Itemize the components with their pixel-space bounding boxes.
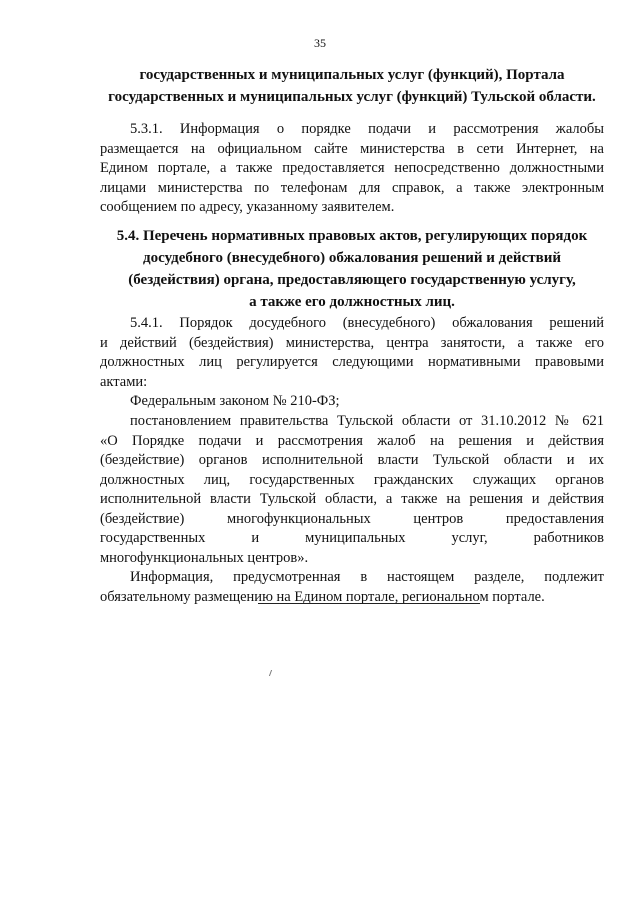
stray-mark: [269, 670, 275, 676]
law-item: [100, 392, 604, 412]
text-line: должностных лиц регулируется следующими нормативными правовыми: [100, 354, 604, 370]
text-line: и действий (бездействия) министерства, центра занятости, а также его: [100, 334, 604, 351]
text-line: исполнительной власти Тульской области, а также на решения и действия: [100, 491, 604, 507]
page-number: 35: [314, 36, 326, 50]
text-line: Едином портале, а также предоставляется непосредственно должностными: [100, 160, 604, 176]
text-line: лицами министерства по телефонам для справок, а также электронным: [100, 179, 604, 196]
closing-rule: [258, 603, 480, 604]
text-line: «О Порядке подачи и рассмотрения жалоб на решения и действия: [100, 432, 604, 449]
text-line: (бездействие) органов исполнительной власти Тульской области и их: [100, 452, 604, 468]
text-line: 5.4.1. Порядок досудебного (внесудебного) обжалования решений: [130, 315, 604, 331]
resolution-paragraph: [100, 412, 604, 568]
heading-line: государственных и муниципальных услуг (функций), Портала: [139, 67, 565, 83]
text-line: размещается на официальном сайте министерства в сети Интернет, на: [100, 140, 604, 157]
text-line: Информация, предусмотренная в настоящем разделе, подлежит: [130, 569, 604, 585]
heading-line: а также его должностных лиц.: [249, 294, 455, 310]
text-line: Федеральным законом № 210-ФЗ;: [130, 393, 340, 409]
text-line: постановлением правительства Тульской области от 31.10.2012 № 621: [130, 413, 604, 429]
heading-line: 5.4. Перечень нормативных правовых актов, регулирующих порядок: [116, 228, 588, 244]
text-line: 5.3.1. Информация о порядке подачи и рассмотрения жалобы: [130, 121, 604, 137]
continued-heading: [100, 64, 604, 108]
text-line: сообщением по адресу, указанному заявителем.: [100, 199, 395, 215]
text-line: должностных лиц, государственных гражданских служащих органов: [100, 471, 604, 488]
paragraph-5-4-1: [100, 314, 604, 392]
text-line: многофункциональных центров».: [100, 549, 309, 566]
text-line: обязательному размещению на Едином портале, региональном портале.: [100, 588, 545, 605]
text-line: государственных и муниципальных услуг, работников: [100, 530, 604, 546]
text-line: актами:: [100, 373, 148, 390]
heading-line: (бездействия) органа, предоставляющего государственную услугу,: [128, 272, 576, 288]
text-line: (бездействие) многофункциональных центров предоставления: [100, 510, 604, 527]
section-5-4-heading: [100, 225, 604, 313]
paragraph-5-3-1: [100, 120, 604, 218]
heading-line: государственных и муниципальных услуг (функций) Тульской области.: [108, 89, 596, 105]
heading-line: досудебного (внесудебного) обжалования решений и действий: [143, 250, 561, 266]
final-paragraph: [100, 568, 604, 607]
